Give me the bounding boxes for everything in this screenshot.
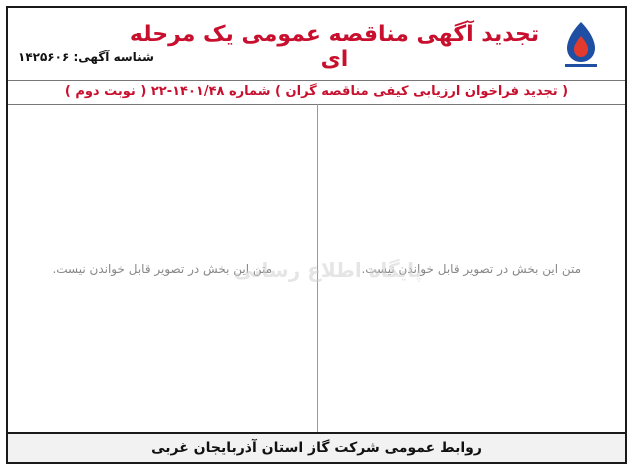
notice-column-left bbox=[8, 104, 317, 434]
column-right-placeholder: متن این بخش در تصویر قابل خواندن نیست. bbox=[361, 261, 582, 276]
notice-serial: شناسه آگهی: ۱۴۲۵۶۰۶ bbox=[18, 50, 154, 64]
notice-body bbox=[8, 104, 625, 434]
notice-column-right bbox=[317, 104, 626, 434]
watermark: پایگاه اطلاع رسانی bbox=[233, 258, 423, 282]
notice-subtitle: ( تجدید فراخوان ارزیابی کیفی مناقصه گران ) شماره ۱۴۰۱/۴۸-۲۲ ( نوبت دوم ) bbox=[8, 80, 625, 105]
tender-notice bbox=[6, 6, 627, 464]
gas-company-logo-icon bbox=[551, 16, 611, 72]
notice-footer: روابط عمومی شرکت گاز استان آذربایجان غربی bbox=[8, 432, 625, 462]
notice-title: تجدید آگهی مناقصه عمومی یک مرحله ای bbox=[129, 22, 540, 72]
column-left-placeholder: متن این بخش در تصویر قابل خواندن نیست. bbox=[52, 261, 273, 276]
notice-header bbox=[8, 8, 625, 81]
